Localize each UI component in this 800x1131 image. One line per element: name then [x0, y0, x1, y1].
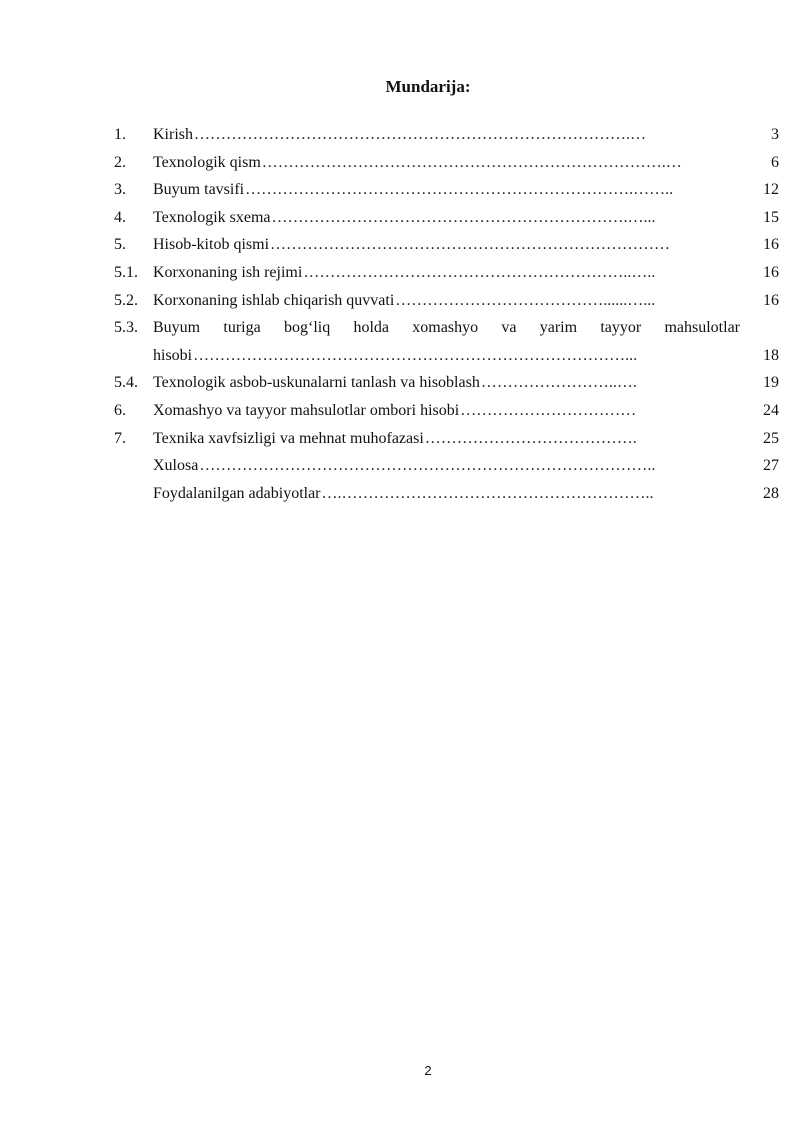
toc-entry-title: Foydalanilgan adabiyotlar	[153, 480, 322, 508]
toc-entry-number: 6.	[114, 401, 126, 419]
toc-entry-page: 3	[771, 126, 779, 143]
toc-title: Mundarija:	[385, 77, 471, 96]
toc-entry	[114, 314, 740, 342]
toc-entry-line	[153, 314, 740, 342]
toc-entry-line	[153, 342, 779, 370]
toc-entry-title: Korxonaning ishlab chiqarish quvvati	[153, 287, 395, 315]
toc-leader-dots: ………………………………….	[424, 429, 637, 447]
toc-entry-page: 16	[763, 263, 779, 281]
toc-entry	[114, 259, 779, 287]
toc-leader-dots: ….…………………………………………………..	[321, 484, 654, 502]
toc-entry-page: 12	[763, 181, 779, 199]
toc-entry-page: 25	[763, 429, 779, 447]
toc-leader-dots: ……………………………………………………………………….…	[194, 126, 646, 143]
toc-entry-page: 16	[763, 291, 779, 309]
toc-entry-page: 24	[763, 401, 779, 419]
toc-entry-number: 3.	[114, 181, 126, 199]
toc-entry	[114, 231, 779, 259]
toc-entry	[114, 425, 779, 453]
toc-entry-line	[153, 121, 779, 149]
toc-entry-title: Texnologik sxema	[153, 204, 272, 232]
toc-leader-dots: …………………………………………………………………	[270, 236, 671, 254]
table-of-contents	[114, 121, 779, 507]
toc-entry-line	[153, 452, 779, 480]
toc-entry-title: Texnologik asbob-uskunalarni tanlash va hisoblash	[153, 369, 481, 397]
toc-entry-line	[153, 287, 779, 315]
toc-entry-line	[153, 149, 779, 177]
toc-entry-number: 5.3.	[114, 319, 138, 337]
toc-entry	[114, 176, 779, 204]
toc-entry-line	[153, 425, 779, 453]
toc-entry-number: 4.	[114, 208, 126, 226]
toc-entry-page: 15	[763, 208, 779, 226]
toc-leader-dots: ………………………………………………………….…...	[271, 208, 656, 226]
toc-entry-line	[153, 480, 779, 508]
toc-entry-title: Korxonaning ish rejimi	[153, 259, 303, 287]
toc-entry-title: Texnika xavfsizligi va mehnat muhofazasi	[153, 425, 425, 453]
page-number: 2	[424, 1063, 432, 1078]
toc-entry-title: Hisob-kitob qismi	[153, 231, 270, 259]
toc-entry-page: 6	[771, 153, 779, 171]
toc-entry	[114, 121, 779, 149]
toc-entry	[114, 480, 779, 508]
toc-entry-title: Buyum tavsifi	[153, 176, 245, 204]
toc-entry-title: Texnologik qism	[153, 149, 262, 177]
toc-entry-number: 1.	[114, 126, 126, 143]
toc-entry-line	[153, 176, 779, 204]
toc-entry	[114, 204, 779, 232]
toc-entry-number: 5.1.	[114, 263, 138, 281]
toc-entry-line	[153, 204, 779, 232]
toc-entry-number: 7.	[114, 429, 126, 447]
toc-entry	[114, 397, 779, 425]
toc-entry-title: hisobi	[153, 342, 193, 370]
toc-leader-dots: ……………………..….	[480, 374, 637, 392]
toc-entry-page: 19	[763, 374, 779, 392]
toc-entry-line	[153, 369, 779, 397]
toc-leader-dots: ……………………………………………………………….……..	[245, 181, 674, 199]
toc-entry-title: Buyum turiga bog‘liq holda xomashyo va yarim tayyor mahsulotlar	[153, 319, 740, 337]
toc-entry-number: 5.4.	[114, 374, 138, 392]
toc-entry-number: 2.	[114, 153, 126, 171]
toc-leader-dots: …………………………………………………………………………..	[199, 457, 656, 475]
toc-entry	[114, 452, 779, 480]
toc-entry-number: 5.2.	[114, 291, 138, 309]
toc-entry-title: Kirish	[153, 121, 194, 149]
toc-entry-title: Xomashyo va tayyor mahsulotlar ombori hisobi	[153, 397, 460, 425]
toc-leader-dots: ……………………………………………………..…..	[303, 263, 656, 281]
toc-entry-line	[153, 259, 779, 287]
toc-leader-dots: ………………………………………………………………….…	[261, 153, 682, 171]
toc-entry-line	[153, 397, 779, 425]
toc-entry-page: 27	[763, 457, 779, 475]
toc-entry-title: Xulosa	[153, 452, 199, 480]
toc-entry-line	[153, 231, 779, 259]
toc-entry	[114, 342, 779, 370]
toc-entry-number: 5.	[114, 236, 126, 254]
toc-leader-dots: ………………………………………………………………………...	[193, 346, 638, 364]
toc-entry	[114, 369, 779, 397]
toc-leader-dots: …………………………………......…...	[395, 291, 656, 309]
toc-leader-dots: ……………………………	[460, 401, 637, 419]
toc-entry-page: 28	[763, 484, 779, 502]
toc-entry	[114, 287, 779, 315]
toc-entry-page: 18	[763, 346, 779, 364]
toc-entry	[114, 149, 779, 177]
toc-entry-page: 16	[763, 236, 779, 254]
